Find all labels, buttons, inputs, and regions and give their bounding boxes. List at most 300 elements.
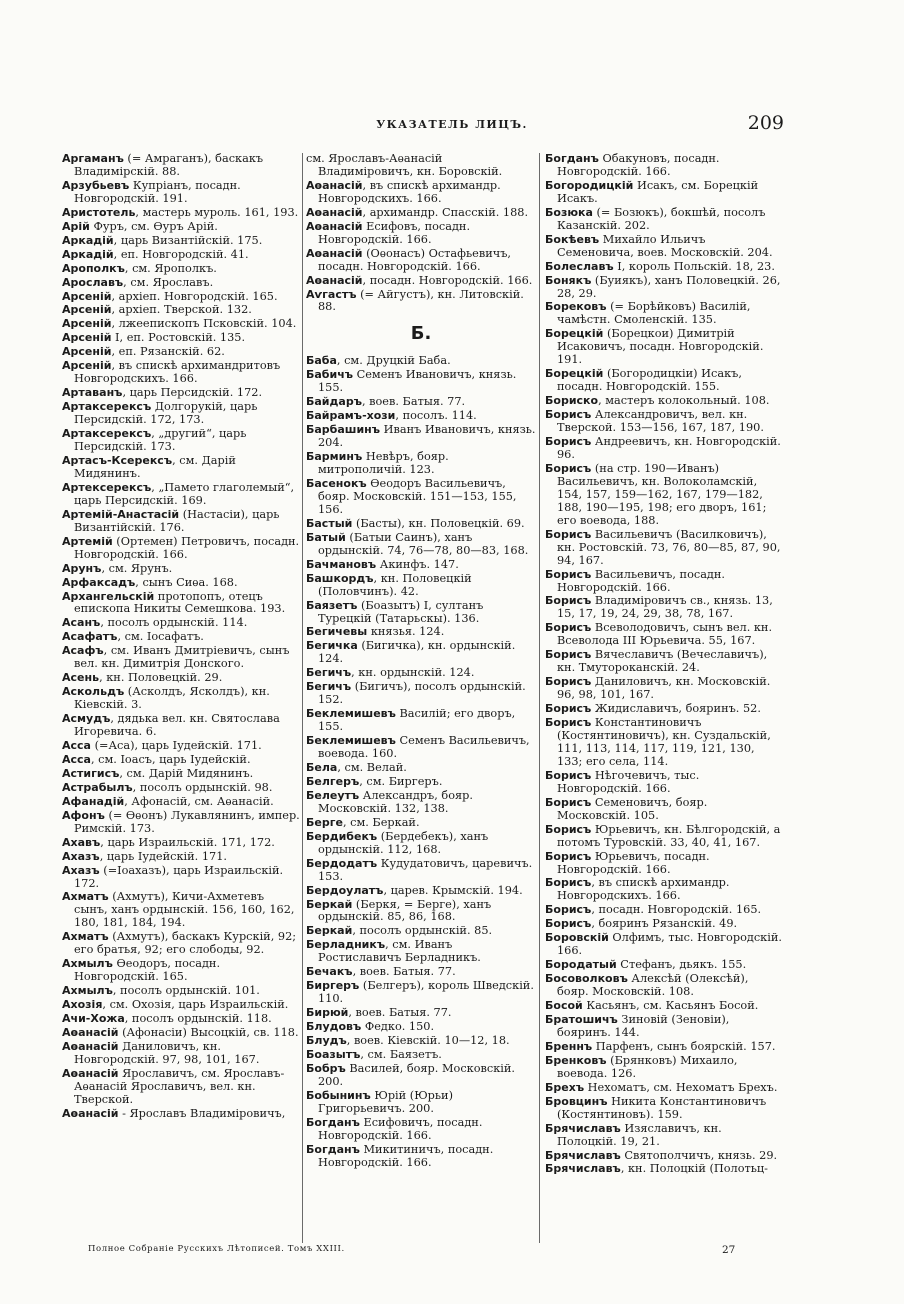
entry-text: , см. Велай.: [337, 760, 407, 774]
index-entry: [545, 649, 783, 675]
index-entry: [62, 672, 300, 685]
index-entry: [306, 1049, 536, 1062]
entry-text: , архимандр. Спасскій. 188.: [362, 205, 529, 219]
index-entry: [306, 939, 536, 965]
index-entry: [62, 360, 300, 386]
entry-text: (=Іоахазъ), царь Израильскій. 172.: [74, 863, 284, 890]
entry-headword: Борековъ: [545, 300, 607, 314]
index-entry: [306, 518, 536, 531]
index-entry: [545, 409, 783, 435]
entry-headword: Асафатъ: [62, 630, 118, 644]
entry-headword: Ахазъ: [62, 849, 100, 863]
entry-text: Даниловичъ, кн. Московскій. 96, 98, 101, 167.: [557, 675, 771, 702]
entry-headword: Борисъ: [545, 876, 592, 890]
entry-text: (Ортемен) Петровичъ, посадн. Новгородскій. 166.: [74, 534, 300, 561]
index-entry: [62, 591, 300, 617]
index-entry: [545, 1041, 783, 1054]
entry-text: (Белгеръ), король Шведскій. 110.: [318, 979, 534, 1006]
entry-text: Семенъ Васильевичъ, воевода. 160.: [318, 734, 530, 761]
entry-headword: Бровцинъ: [545, 1094, 608, 1108]
entry-headword: Батый: [306, 530, 346, 544]
index-entry: [62, 782, 300, 795]
index-entry: [62, 645, 300, 671]
index-entry: [62, 482, 300, 508]
entry-headword: Артаксерексъ: [62, 400, 152, 414]
entry-text: Юрьевичъ, посадн. Новгородскій. 166.: [557, 849, 710, 876]
entry-headword: Афанадій: [62, 794, 125, 808]
index-entry: [545, 153, 783, 179]
entry-headword: Борисъ: [545, 594, 592, 608]
entry-text: , въ спискѣ архимандр. Новгородскихъ. 166.: [318, 178, 501, 205]
entry-text: , посадн. Новгородскій. 166.: [362, 273, 533, 287]
entry-headword: Босоволковъ: [545, 972, 628, 986]
entry-headword: Борисъ: [545, 917, 592, 931]
entry-headword: Аѳанасій: [306, 219, 363, 233]
index-entry: [306, 966, 536, 979]
entry-text: , царь Византійскій. 175.: [113, 233, 263, 247]
entry-text: , воев. Кіевскій. 10—12, 18.: [346, 1034, 510, 1048]
entry-headword: Башкордъ: [306, 571, 374, 585]
entry-text: (Настасіи), царь Византійскій. 176.: [74, 507, 280, 534]
entry-text: , въ спискѣ архимандр. Новгородскихъ. 166.: [557, 876, 730, 903]
index-entry: [545, 368, 783, 394]
entry-text: Невѣръ, бояр. митрополичій. 123.: [318, 450, 449, 477]
index-entry: [545, 770, 783, 796]
index-entry: [306, 1021, 536, 1034]
entry-text: , посадн. Новгородскій. 165.: [591, 903, 762, 917]
entry-text: Купріанъ, посадн. Новгородскій. 191.: [74, 178, 241, 205]
index-entry: [306, 831, 536, 857]
entry-headword: Барминъ: [306, 450, 363, 464]
index-entry: [306, 369, 536, 395]
entry-headword: Артаванъ: [62, 386, 123, 400]
entry-headword: Басенокъ: [306, 476, 367, 490]
entry-headword: Борисъ: [545, 461, 592, 475]
entry-text: Зиновій (Зеновіи), бояринъ. 144.: [557, 1013, 730, 1039]
entry-text: Семенъ Ивановичъ, князь. 155.: [318, 368, 517, 395]
entry-text: (Ахмутъ), Кичи-Ахметевъ сынъ, ханъ ордынскій. 156, 160, 162, 180, 181, 184, 194.: [74, 890, 295, 930]
entry-text: (Басты), кн. Половецкій. 69.: [352, 516, 525, 530]
entry-headword: Асень: [62, 671, 100, 685]
index-entry: [306, 424, 536, 450]
index-entry: [545, 1000, 783, 1013]
entry-headword: Бачмановъ: [306, 557, 377, 571]
entry-headword: Ахмылъ: [62, 984, 113, 998]
entry-headword: Боровскій: [545, 931, 609, 945]
index-entry: [306, 559, 536, 572]
index-entry: [545, 180, 783, 206]
entry-headword: Астигисъ: [62, 766, 120, 780]
entry-text: , еп. Новгородскій. 41.: [113, 247, 249, 261]
footer-imprint: Полное Собраніе Русскихъ Лѣтописей. Томъ XXIII.: [88, 1244, 345, 1254]
entry-text: , воев. Батыя. 77.: [352, 965, 456, 979]
signature-mark: 27: [722, 1244, 736, 1256]
entry-headword: Ахавъ: [62, 835, 101, 849]
entry-text: (Батыи Саинъ), ханъ ордынскій. 74, 76—78, 80—83, 168.: [318, 530, 529, 557]
index-entry: [62, 617, 300, 630]
index-entry: [306, 858, 536, 884]
entry-headword: Байдаръ: [306, 395, 362, 409]
entry-headword: Аѳанасій: [306, 178, 363, 192]
entry-text: , еп. Рязанскій. 62.: [111, 345, 225, 359]
entry-headword: Борисъ: [545, 408, 592, 422]
entry-text: Андреевичъ, кн. Новгородскій. 96.: [557, 435, 781, 461]
index-entry: [62, 401, 300, 427]
entry-headword: Бобръ: [306, 1061, 346, 1075]
entry-headword: Белеутъ: [306, 788, 360, 802]
entry-headword: Бастый: [306, 516, 353, 530]
entry-headword: Бабичъ: [306, 368, 354, 382]
entry-text: протопопъ, отецъ епископа Никиты Семешкова. 193.: [74, 589, 286, 616]
entry-text: , см. Биргеръ.: [359, 774, 443, 788]
entry-text: (=Аса), царь Іудейскій. 171.: [90, 738, 262, 752]
index-entry: [62, 221, 300, 234]
entry-text: (Бигичъ), посолъ ордынскій. 152.: [318, 680, 526, 707]
index-entry: [545, 676, 783, 702]
entry-headword: Астрабылъ: [62, 780, 133, 794]
index-entry: [62, 509, 300, 535]
entry-text: , дядька вел. кн. Святослава Игоревича. 6.: [74, 712, 280, 739]
entry-headword: Аѳанасій: [306, 205, 363, 219]
index-entry: [306, 221, 536, 247]
entry-text: Акинфъ. 147.: [376, 557, 459, 571]
entry-text: , царь Персидскій. 172.: [122, 386, 263, 400]
entry-text: Константиновичъ (Костянтиновичъ), кн. Суздальскій, 111, 113, 114, 117, 119, 121, 130, 133; его села, 114.: [557, 716, 771, 768]
entry-headword: Беклемишевъ: [306, 734, 396, 748]
index-entry: [545, 797, 783, 823]
index-entry: [306, 899, 536, 925]
column-3: [545, 153, 783, 1177]
index-entry: [62, 631, 300, 644]
index-entry: [545, 918, 783, 931]
index-entry: [306, 626, 536, 639]
entry-text: Михайло Ильичъ Семеновича, воев. Московскій. 204.: [557, 232, 773, 259]
entry-text: , кн. ордынскій. 124.: [351, 666, 475, 680]
entry-text: , „другий“, царь Персидскій. 173.: [74, 427, 247, 454]
entry-text: , см. Охозія, царь Израильскій.: [102, 998, 289, 1012]
index-entry: [62, 740, 300, 753]
entry-text: Владиміровичъ св., князь. 13, 15, 17, 19, 24, 29, 38, 78, 167.: [557, 594, 773, 621]
entry-text: Изяславичъ, кн. Полоцкій. 19, 21.: [557, 1121, 722, 1148]
index-entry: [62, 851, 300, 864]
entry-text: (Бигичка), кн. ордынскій. 124.: [318, 639, 516, 666]
entry-text: Долгорукій, царь Персидскій. 172, 173.: [74, 400, 258, 427]
index-entry: [62, 207, 300, 220]
entry-text: Нѣгочевичъ, тыс. Новгородскій. 166.: [557, 768, 700, 795]
entry-headword: Бренковъ: [545, 1053, 607, 1067]
index-entry: [62, 563, 300, 576]
entry-headword: Беркай: [306, 897, 353, 911]
index-entry: [62, 713, 300, 739]
index-entry: [62, 865, 300, 891]
entry-headword: Асса: [62, 752, 91, 766]
entry-headword: Бреннъ: [545, 1039, 593, 1053]
index-entry: [306, 681, 536, 707]
entry-text: см. Ярославъ-Аѳанасій Владиміровичъ, кн. Боровскій.: [306, 152, 503, 178]
index-entry: [545, 717, 783, 769]
entry-headword: Богородицкій: [545, 178, 634, 192]
entry-text: , посолъ. 114.: [395, 409, 477, 423]
entry-text: Нехоматъ, см. Нехоматъ Брехъ.: [584, 1080, 778, 1094]
entry-text: Святополчичъ, князь. 29.: [620, 1148, 778, 1162]
page-number: 209: [747, 112, 784, 134]
index-entry: [62, 153, 300, 179]
index-entry: [306, 980, 536, 1006]
entry-headword: Бердибекъ: [306, 829, 378, 843]
index-entry: [306, 180, 536, 206]
entry-text: , сынъ Сиѳа. 168.: [135, 575, 238, 589]
index-entry: [306, 478, 536, 517]
entry-text: Есифовичъ, посадн. Новгородскій. 166.: [318, 1115, 483, 1142]
running-title: УКАЗАТЕЛЬ ЛИЦЪ.: [376, 118, 528, 131]
entry-headword: Артемій-Анастасій: [62, 507, 180, 521]
index-entry: [545, 395, 783, 408]
entry-headword: Аристотель: [62, 205, 136, 219]
entry-headword: Бирюй: [306, 1006, 349, 1020]
index-entry: [545, 569, 783, 595]
index-entry: [62, 1013, 300, 1026]
index-entry: [545, 703, 783, 716]
entry-text: , кн. Полоцкій (Полотьц-: [620, 1162, 768, 1176]
index-entry: [545, 261, 783, 274]
entry-headword: Ачи-Хожа: [62, 1012, 125, 1026]
entry-headword: Беклемишевъ: [306, 707, 396, 721]
index-entry: [306, 1090, 536, 1116]
index-entry: [306, 248, 536, 274]
index-entry: [545, 529, 783, 568]
entry-text: I, еп. Ростовскій. 135.: [111, 331, 246, 345]
entry-text: Есифовъ, посадн. Новгородскій. 166.: [318, 219, 471, 246]
index-entry: [306, 925, 536, 938]
entry-text: князья. 124.: [367, 625, 445, 639]
entry-text: , см. Ярополкъ.: [124, 261, 217, 275]
entry-headword: Бобынинъ: [306, 1088, 371, 1102]
index-entry: [306, 735, 536, 761]
entry-headword: Бердоулатъ: [306, 883, 384, 897]
entry-headword: Асанъ: [62, 616, 101, 630]
index-entry: [62, 1108, 300, 1121]
index-entry: [545, 1096, 783, 1122]
index-entry: [62, 999, 300, 1012]
entry-text: Вячеславичъ (Вечеславичъ), кн. Тмутороканскій. 24.: [557, 648, 768, 675]
entry-text: , посолъ ордынскій. 98.: [132, 780, 273, 794]
entry-headword: Беркай: [306, 924, 353, 938]
index-entry: [62, 796, 300, 809]
entry-text: Исакъ, см. Борецкій Исакъ.: [557, 178, 759, 205]
entry-text: , воев. Батыя. 77.: [348, 1006, 452, 1020]
column-2: [306, 153, 536, 1171]
entry-text: Фуръ, см. Ѳуръ Арій.: [89, 219, 218, 233]
entry-headword: Биргеръ: [306, 979, 360, 993]
entry-headword: Арополкъ: [62, 261, 125, 275]
index-entry: [306, 817, 536, 830]
index-entry: [62, 931, 300, 957]
index-entry: [62, 277, 300, 290]
entry-headword: Ахозія: [62, 998, 103, 1012]
entry-headword: Арсеній: [62, 289, 112, 303]
index-entry: [545, 1163, 783, 1176]
entry-headword: Арсеній: [62, 331, 112, 345]
entry-text: Касьянъ, см. Касьянъ Босой.: [582, 999, 759, 1013]
index-entry: [545, 207, 783, 233]
index-entry: [306, 532, 536, 558]
entry-headword: Ахматъ: [62, 930, 109, 944]
index-entry: [62, 235, 300, 248]
entry-text: (Асколдъ, Ясколдъ), кн. Кіевскій. 3.: [74, 685, 270, 712]
index-entry: [62, 754, 300, 767]
entry-text: , мастеръ колокольный. 108.: [598, 394, 770, 408]
index-entry: [306, 275, 536, 288]
section-letter: Б.: [410, 323, 432, 345]
entry-headword: Бегичъ: [306, 680, 352, 694]
entry-headword: Ахазъ: [62, 863, 100, 877]
entry-headword: Аскольдъ: [62, 685, 125, 699]
entry-headword: Борисъ: [545, 849, 592, 863]
index-entry: [62, 304, 300, 317]
index-entry: [62, 810, 300, 836]
entry-text: (на стр. 190—Иванъ) Васильевичъ, кн. Волоколамскій, 154, 157, 159—162, 167, 179—182, 188, 190—195, 198; его дворъ, 161; его воевода, 188.: [557, 461, 767, 527]
entry-text: (Брянковъ) Михаило, воевода. 126.: [557, 1053, 738, 1080]
entry-text: Обакуновъ, посадн. Новгородскій. 166.: [557, 152, 720, 178]
entry-text: , Афонасій, см. Аѳанасій.: [124, 794, 274, 808]
entry-headword: Борисъ: [545, 702, 592, 716]
index-entry: [545, 1055, 783, 1081]
entry-text: , см. Друцкій Баба.: [336, 354, 451, 368]
entry-text: Ѳеодоръ, посадн. Новгородскій. 165.: [74, 957, 221, 984]
index-entry: [545, 1014, 783, 1040]
entry-headword: Бородатый: [545, 958, 617, 972]
index-entry: [545, 463, 783, 528]
column-1: [62, 153, 300, 1122]
index-entry: [306, 207, 536, 220]
entry-text: , лжеепископъ Псковскій. 104.: [111, 317, 297, 331]
entry-text: , посолъ ордынскій. 85.: [352, 924, 493, 938]
entry-headword: Бердодатъ: [306, 856, 378, 870]
entry-headword: Богданъ: [306, 1115, 360, 1129]
entry-headword: Артасъ-Ксерексъ: [62, 453, 173, 467]
entry-headword: Борецкій: [545, 367, 604, 381]
index-entry: [306, 1117, 536, 1143]
entry-text: , см. Ярославъ.: [123, 275, 214, 289]
index-entry: [62, 837, 300, 850]
index-entry: [62, 455, 300, 481]
index-entry: [62, 291, 300, 304]
index-entry: [545, 877, 783, 903]
index-entry: [62, 387, 300, 400]
entry-headword: Аѳанасій: [306, 246, 363, 260]
entry-text: (= Амраганъ), баскакъ Владимірскій. 88.: [74, 152, 264, 178]
index-entry: [62, 1041, 300, 1067]
index-entry: [62, 686, 300, 712]
index-entry: [306, 790, 536, 816]
index-entry: [306, 396, 536, 409]
entry-text: (= Борѣйковъ) Василій, чамѣстн. Смоленскій. 135.: [557, 300, 751, 327]
entry-text: , царь Іудейскій. 171.: [99, 849, 228, 863]
entry-text: , см. Баязетъ.: [360, 1048, 442, 1061]
entry-headword: Арсеній: [62, 345, 112, 359]
entry-text: , посолъ ордынскій. 114.: [100, 616, 248, 630]
index-entry: [62, 958, 300, 984]
entry-text: , „Памето глаголемый“, царь Персидскій. 169.: [74, 480, 295, 507]
entry-text: , въ спискѣ архимандритовъ Новгородскихъ. 166.: [74, 359, 281, 386]
entry-text: Даниловичъ, кн. Новгородскій. 97, 98, 101, 167.: [74, 1039, 260, 1066]
index-entry: [545, 622, 783, 648]
index-entry: [545, 1082, 783, 1095]
entry-headword: Архангельскій: [62, 589, 155, 603]
index-entry: [62, 768, 300, 781]
entry-headword: Бориско: [545, 394, 599, 408]
index-entry: [306, 600, 536, 626]
index-entry: [545, 595, 783, 621]
entry-text: , см. Дарій Мидянинъ.: [119, 766, 254, 780]
entry-headword: Борисъ: [545, 716, 592, 730]
entry-headword: Арунъ: [62, 561, 102, 575]
entry-text: , посолъ ордынскій. 101.: [112, 984, 260, 998]
index-entry: [62, 263, 300, 276]
entry-text: , см. Іосафатъ.: [117, 630, 204, 644]
entry-text: , архіеп. Тверской. 132.: [111, 303, 252, 317]
entry-headword: Асса: [62, 738, 91, 752]
index-entry: [545, 275, 783, 301]
entry-text: , бояринъ Рязанскій. 49.: [591, 917, 738, 931]
entry-text: , см. Дарій Мидянинъ.: [74, 453, 236, 480]
entry-headword: Аѳанасій: [62, 1066, 119, 1080]
index-entry: [306, 885, 536, 898]
index-entry: [62, 536, 300, 562]
entry-headword: Аѳанасій: [62, 1106, 119, 1120]
index-entry: [306, 1063, 536, 1089]
entry-headword: Борисъ: [545, 435, 592, 449]
entry-headword: Бозюка: [545, 205, 593, 219]
entry-headword: Артаксерексъ: [62, 427, 152, 441]
column-2-entries-a: [306, 153, 536, 314]
entry-headword: Блудовъ: [306, 1020, 362, 1034]
index-entry: [306, 355, 536, 368]
entry-text: , см. Беркай.: [342, 815, 420, 829]
entry-headword: Бонякъ: [545, 273, 592, 287]
entry-text: , см. Иванъ Ростиславичъ Берладникъ.: [318, 938, 481, 965]
entry-text: , кн. Половецкій. 29.: [99, 671, 223, 685]
entry-headword: Брехъ: [545, 1080, 585, 1094]
entry-headword: Брячиславъ: [545, 1121, 621, 1135]
entry-text: (= Айгустъ), кн. Литовскій. 88.: [318, 287, 524, 314]
entry-headword: Борисъ: [545, 822, 592, 836]
entry-text: Ѳеодоръ Васильевичъ, бояр. Московскій. 151—153, 155, 156.: [318, 476, 517, 516]
index-entry: [545, 328, 783, 367]
entry-text: Ярославичъ, см. Ярославъ-Аѳанасій Ярославичъ, вел. кн. Тверской.: [74, 1066, 285, 1106]
entry-text: Федко. 150.: [361, 1020, 435, 1034]
entry-headword: Баязетъ: [306, 598, 358, 612]
index-entry: [306, 289, 536, 315]
entry-text: , см. Іоасъ, царь Іудейскій.: [90, 752, 251, 766]
entry-text: Жидиславичъ, бояринъ. 52.: [591, 702, 761, 716]
entry-text: Василей, бояр. Московскій. 200.: [318, 1061, 516, 1088]
index-entry: [306, 1035, 536, 1048]
entry-text: (Афонасіи) Высоцкій, св. 118.: [118, 1026, 299, 1039]
entry-headword: Борисъ: [545, 527, 592, 541]
index-entry: [545, 234, 783, 260]
entry-headword: Байрамъ-хози: [306, 409, 396, 423]
index-entry: [545, 851, 783, 877]
entry-text: Микитиничъ, посадн. Новгородскій. 166.: [318, 1142, 494, 1169]
entry-text: (Ахмутъ), баскакъ Курскій, 92; его братья, 92; его слободы, 92.: [74, 930, 297, 957]
index-entry: [306, 153, 536, 179]
index-entry: [306, 776, 536, 789]
index-entry: [62, 180, 300, 206]
entry-headword: Арфаксадъ: [62, 575, 136, 589]
entry-text: Никита Константиновичъ (Костянтиновъ). 159.: [557, 1094, 767, 1121]
entry-text: , царев. Крымскій. 194.: [383, 883, 523, 897]
